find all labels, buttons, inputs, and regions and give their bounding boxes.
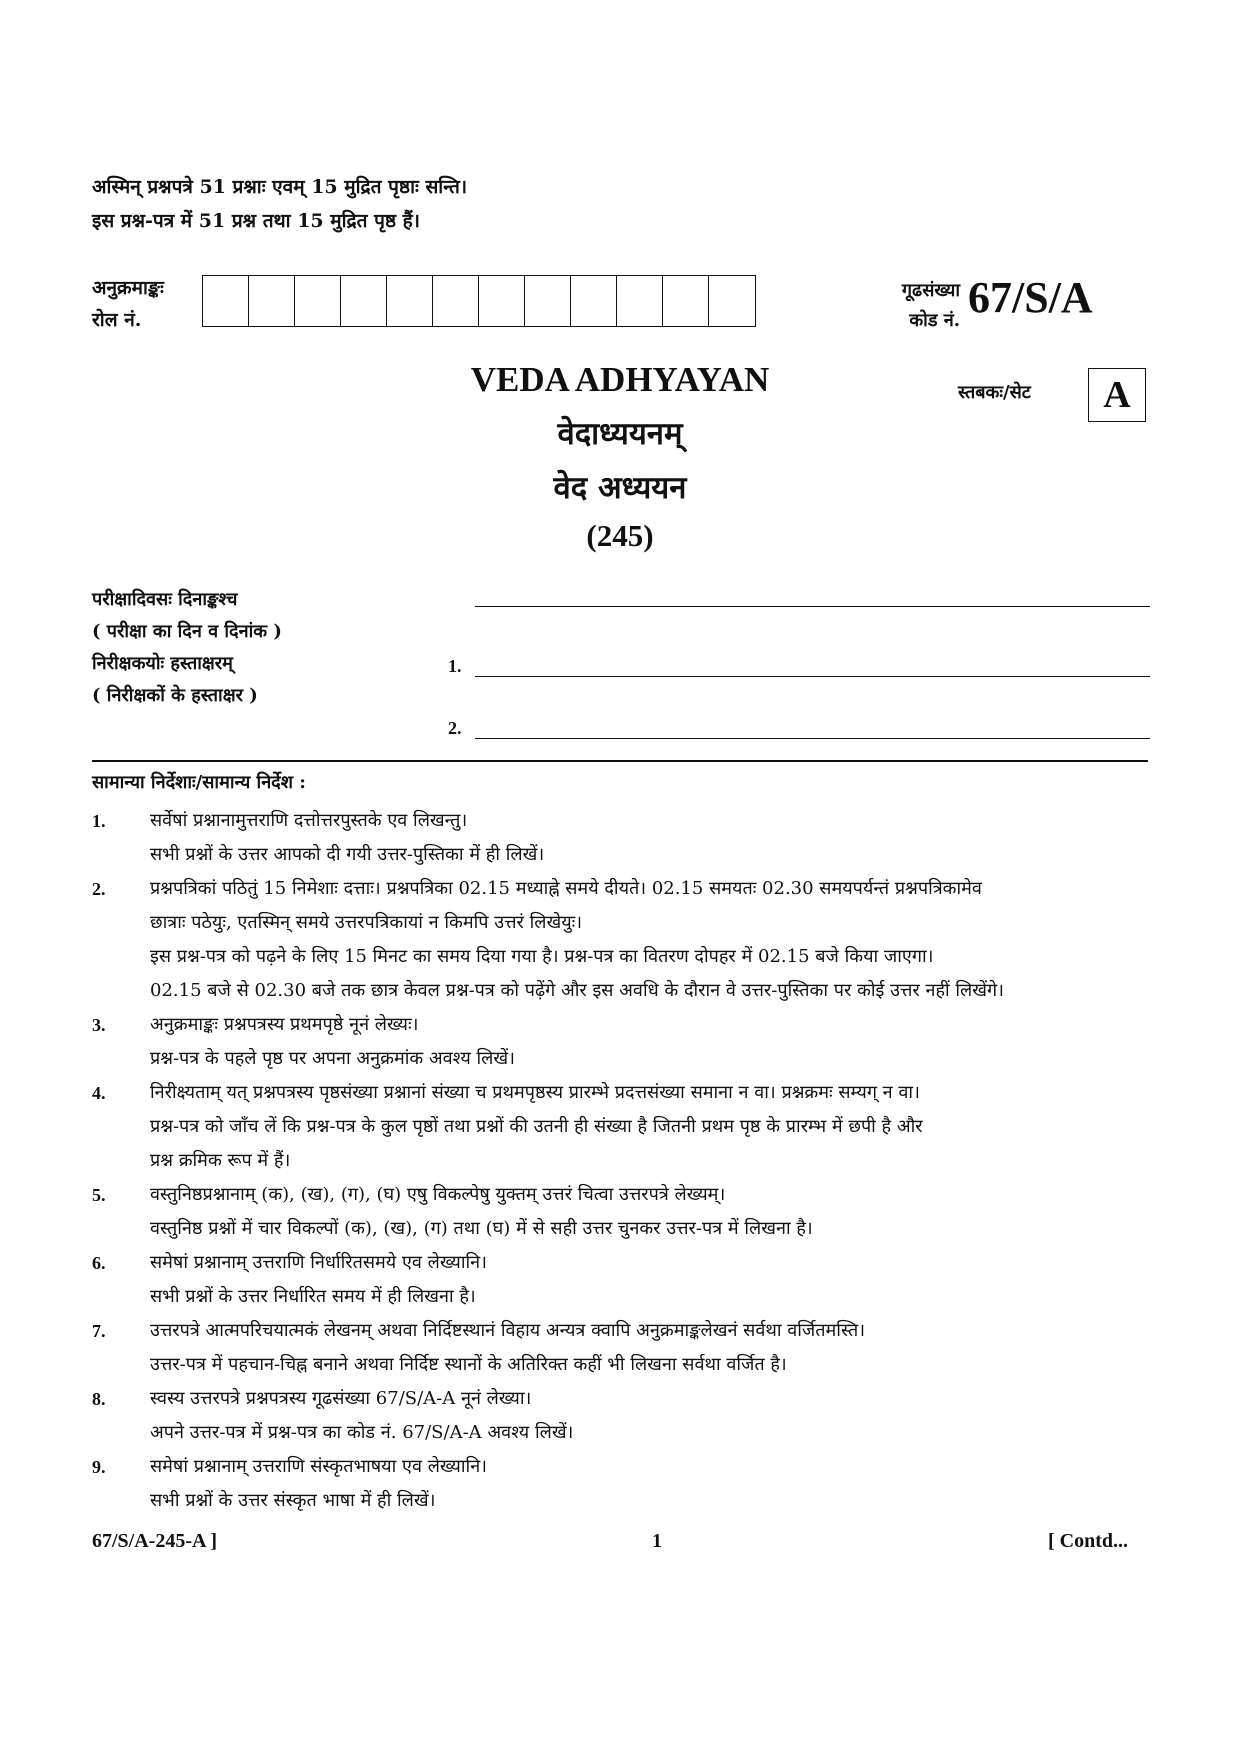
title-sanskrit: वेदाध्ययनम्: [557, 416, 683, 452]
instruction-line: सभी प्रश्नों के उत्तर आपको दी गयी उत्तर-पुस्तिका में ही लिखें।: [150, 844, 545, 865]
instruction-line: वस्तुनिष्ठ प्रश्नों में चार विकल्पों (क), (ख), (ग) तथा (घ) में से सही उत्तर चुनकर उत्तर-पत्र में लिखना है।: [150, 1218, 813, 1239]
instruction-line: उत्तर-पत्र में पहचान-चिह्न बनाने अथवा निर्दिष्ट स्थानों के अतिरिक्त कहीं भी लिखना सर्वथा वर्जित है।: [150, 1354, 787, 1375]
instruction-body: [150, 1246, 1152, 1314]
roll-number-box[interactable]: [617, 276, 663, 326]
instruction-line: प्रश्नपत्रिकां पठितुं 15 निमेशाः दत्ताः। प्रश्नपत्रिका 02.15 मध्याह्ने समये दीयते। 02.15 समयतः 02.30 समयपर्यन्तं प्रश्नपत्रिकामेव: [150, 878, 982, 899]
signature-2-number: 2.: [448, 718, 462, 738]
roll-label-sanskrit: अनुक्रमाङ्कः: [92, 277, 164, 299]
exam-detail-labels: [92, 584, 282, 712]
instruction-item: [92, 1076, 1152, 1178]
signature-1-line[interactable]: [475, 676, 1150, 677]
instruction-item: [92, 1314, 1152, 1382]
instruction-line: छात्राः पठेयुः, एतस्मिन् समये उत्तरपत्रिकायां न किमपि उत्तरं लिखेयुः।: [150, 912, 583, 933]
instruction-number: 8.: [92, 1389, 106, 1409]
instruction-line: सभी प्रश्नों के उत्तर निर्धारित समय में ही लिखना है।: [150, 1286, 476, 1307]
instruction-body: [150, 804, 1152, 872]
code-value: 67/S/A: [968, 273, 1093, 322]
instruction-line: 02.15 बजे से 02.30 बजे तक छात्र केवल प्रश्न-पत्र को पढ़ेंगे और इस अवधि के दौरान वे उत्तर-पुस्तिका पर कोई उत्तर नहीं लिखेंगे।: [150, 980, 1004, 1001]
instruction-line: निरीक्ष्यताम् यत् प्रश्नपत्रस्य पृष्ठसंख्या प्रश्नानां संख्या च प्रथमपृष्ठस्य प्रारम्भे प्रदत्तसंख्या समाना न वा। प्रश्नक्रमः सम्यग् न वा।: [150, 1082, 920, 1103]
roll-number-box[interactable]: [203, 276, 249, 326]
instruction-line: प्रश्न-पत्र के पहले पृष्ठ पर अपना अनुक्रमांक अवश्य लिखें।: [150, 1048, 515, 1069]
instruction-body: [150, 1314, 1152, 1382]
roll-number-box[interactable]: [571, 276, 617, 326]
set-label: स्तबकः/सेट: [958, 382, 1031, 403]
instruction-line: वस्तुनिष्ठप्रश्नानाम् (क), (ख), (ग), (घ) एषु विकल्पेषु युक्तम् उत्तरं चित्वा उत्तरपत्रे लेख्यम्।: [150, 1184, 726, 1205]
roll-number-box[interactable]: [341, 276, 387, 326]
instruction-number: 1.: [92, 811, 106, 831]
instruction-number: 4.: [92, 1083, 106, 1103]
instruction-number: 9.: [92, 1457, 106, 1477]
signature-1-number: 1.: [448, 656, 462, 676]
instruction-line: प्रश्न क्रमिक रूप में हैं।: [150, 1150, 291, 1171]
title-english: VEDA ADHYAYAN: [470, 360, 770, 399]
instruction-line: सभी प्रश्नों के उत्तर संस्कृत भाषा में ही लिखें।: [150, 1490, 436, 1511]
roll-number-box[interactable]: [387, 276, 433, 326]
intro-hindi: इस प्रश्न-पत्र में 51 प्रश्न तथा 15 मुद्रित पृष्ठ हैं।: [92, 210, 420, 232]
signature-label-hindi: ( निरीक्षकों के हस्ताक्षर ): [92, 685, 258, 706]
section-divider: [92, 760, 1148, 762]
instruction-item: [92, 1246, 1152, 1314]
title-hindi: वेद अध्ययन: [553, 470, 687, 506]
instruction-line: उत्तरपत्रे आत्मपरिचयात्मकं लेखनम् अथवा निर्दिष्टस्थानं विहाय अन्यत्र क्वापि अनुक्रमाङ्कलेखनं सर्वथा वर्जितमस्ति।: [150, 1320, 866, 1341]
instruction-body: [150, 1178, 1152, 1246]
instruction-item: [92, 1382, 1152, 1450]
footer-continued: [ Contd...: [1048, 1530, 1129, 1552]
instruction-line: समेषां प्रश्नानाम् उत्तराणि निर्धारितसमये एव लेख्यानि।: [150, 1252, 487, 1273]
subject-code: (245): [586, 518, 654, 553]
roll-number-box[interactable]: [709, 276, 755, 326]
instruction-line: प्रश्न-पत्र को जाँच लें कि प्रश्न-पत्र के कुल पृष्ठों तथा प्रश्नों की उतनी ही संख्या है जितनी प्रथम पृष्ठ के प्रारम्भ में छपी है और: [150, 1116, 923, 1137]
instructions-heading: सामान्या निर्देशाः/सामान्य निर्देश :: [92, 772, 306, 793]
instruction-body: [150, 1008, 1152, 1076]
code-label-hindi: कोड नं.: [909, 310, 960, 331]
roll-number-boxes: [202, 275, 756, 327]
roll-number-box[interactable]: [295, 276, 341, 326]
roll-label-hindi: रोल नं.: [92, 309, 142, 331]
instruction-item: [92, 1008, 1152, 1076]
instruction-number: 2.: [92, 879, 106, 899]
instruction-body: [150, 1450, 1152, 1518]
instruction-number: 3.: [92, 1015, 106, 1035]
instruction-item: [92, 804, 1152, 872]
code-label-sanskrit: गूढसंख्या: [901, 280, 960, 301]
instruction-item: [92, 1450, 1152, 1518]
intro-sanskrit: अस्मिन् प्रश्नपत्रे 51 प्रश्नाः एवम् 15 मुद्रित पृष्ठाः सन्ति।: [92, 176, 468, 198]
instruction-line: समेषां प्रश्नानाम् उत्तराणि संस्कृतभाषया एव लेख्यानि।: [150, 1456, 488, 1477]
roll-number-box[interactable]: [433, 276, 479, 326]
intro-text: [92, 170, 467, 238]
instruction-body: [150, 1076, 1152, 1178]
instruction-number: 5.: [92, 1185, 106, 1205]
instruction-number: 7.: [92, 1321, 106, 1341]
instruction-body: [150, 1382, 1152, 1450]
roll-number-box[interactable]: [249, 276, 295, 326]
instruction-item: [92, 1178, 1152, 1246]
set-value-box: A: [1088, 368, 1146, 422]
instruction-body: [150, 872, 1152, 1008]
footer-page-number: 1: [652, 1530, 662, 1552]
date-label-sanskrit: परीक्षादिवसः दिनाङ्कश्च: [92, 589, 238, 610]
instructions-list: [92, 804, 1152, 1518]
instruction-line: सर्वेषां प्रश्नानामुत्तराणि दत्तोत्तरपुस्तके एव लिखन्तु।: [150, 810, 468, 831]
instruction-line: इस प्रश्न-पत्र को पढ़ने के लिए 15 मिनट का समय दिया गया है। प्रश्न-पत्र का वितरण दोपहर में 02.15 बजे किया जाएगा।: [150, 946, 934, 967]
signature-2-line[interactable]: [475, 738, 1150, 739]
footer-paper-code: 67/S/A-245-A ]: [92, 1530, 217, 1552]
instruction-line: अनुक्रमाङ्कः प्रश्नपत्रस्य प्रथमपृष्ठे नूनं लेख्यः।: [150, 1014, 419, 1035]
signature-label-sanskrit: निरीक्षकयोः हस्ताक्षरम्: [92, 653, 233, 674]
code-label: [880, 276, 960, 336]
date-label-hindi: ( परीक्षा का दिन व दिनांक ): [92, 621, 282, 642]
roll-number-box[interactable]: [525, 276, 571, 326]
roll-number-label: [92, 272, 164, 336]
instruction-number: 6.: [92, 1253, 106, 1273]
instruction-line: अपने उत्तर-पत्र में प्रश्न-पत्र का कोड नं. 67/S/A-A अवश्य लिखें।: [150, 1422, 574, 1443]
instruction-item: [92, 872, 1152, 1008]
instruction-line: स्वस्य उत्तरपत्रे प्रश्नपत्रस्य गूढसंख्या 67/S/A-A नूनं लेख्या।: [150, 1388, 532, 1409]
roll-number-box[interactable]: [479, 276, 525, 326]
roll-number-box[interactable]: [663, 276, 709, 326]
date-line[interactable]: [475, 606, 1150, 607]
